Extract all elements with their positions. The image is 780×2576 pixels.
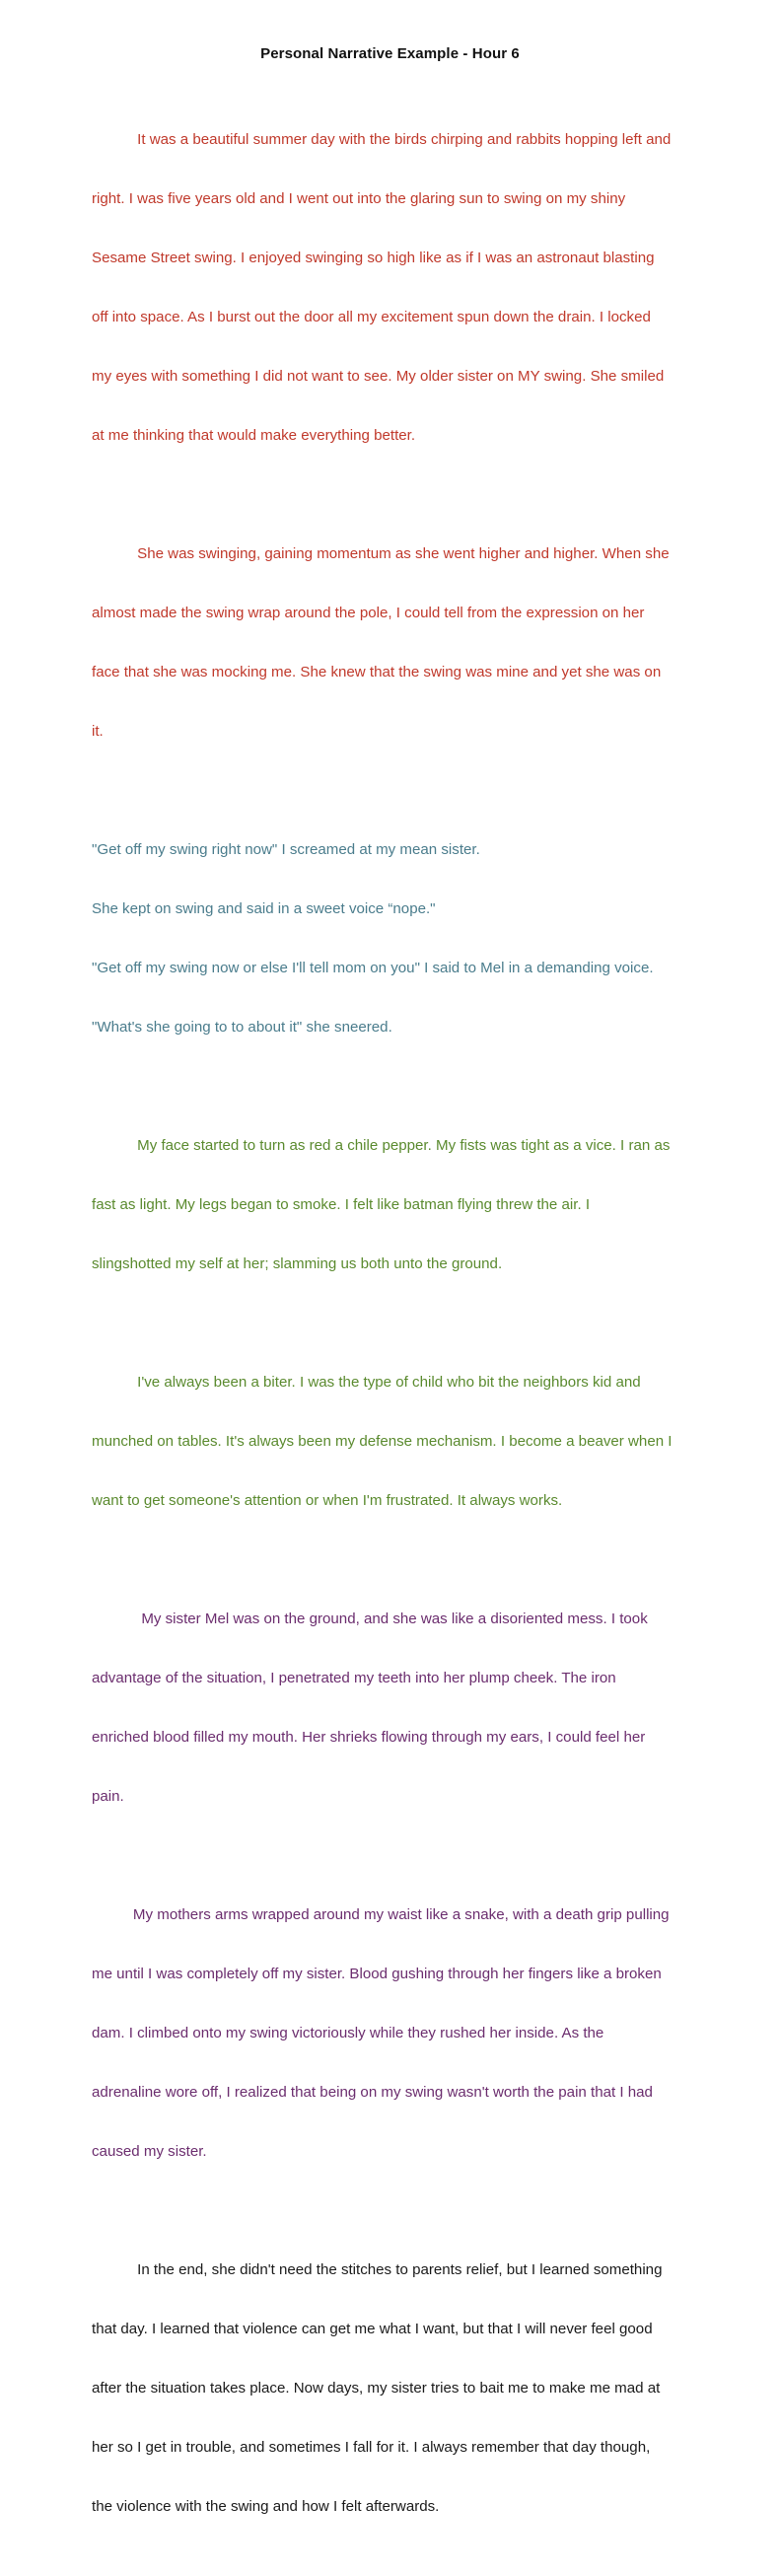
paragraph-line: that day. I learned that violence can get me what I want, but that I will never feel good <box>92 2321 653 2337</box>
paragraph-line: dam. I climbed onto my swing victoriously while they rushed her inside. As the <box>92 2025 604 2041</box>
paragraph-line: My mothers arms wrapped around my waist like a snake, with a death grip pulling <box>92 1906 670 1923</box>
paragraph-1 <box>92 91 695 485</box>
paragraph-line: She was swinging, gaining momentum as she went higher and higher. When she <box>92 545 670 562</box>
paragraph-line: my eyes with something I did not want to see. My older sister on MY swing. She smiled <box>92 368 665 385</box>
paragraph-line: caused my sister. <box>92 2143 207 2160</box>
paragraph-line: adrenaline wore off, I realized that being on my swing wasn't worth the pain that I had <box>92 2084 653 2101</box>
dialogue-line: "What's she going to to about it" she sneered. <box>92 1019 392 1036</box>
paragraph-4 <box>92 1097 695 1314</box>
paragraph-line: slingshotted my self at her; slamming us both unto the ground. <box>92 1255 503 1272</box>
paragraph-line: off into space. As I burst out the door all my excitement spun down the drain. I locked <box>92 309 651 325</box>
paragraph-7 <box>92 1866 695 2201</box>
paragraph-line: face that she was mocking me. She knew that the swing was mine and yet she was on <box>92 664 662 680</box>
paragraph-line: almost made the swing wrap around the pole, I could tell from the expression on her <box>92 605 645 621</box>
paragraph-line: want to get someone's attention or when I'm frustrated. It always works. <box>92 1492 563 1509</box>
paragraph-line: In the end, she didn't need the stitches to parents relief, but I learned something <box>92 2261 663 2278</box>
paragraph-line: enriched blood filled my mouth. Her shrieks flowing through my ears, I could feel her <box>92 1729 646 1746</box>
paragraph-line: Sesame Street swing. I enjoyed swinging so high like as if I was an astronaut blasting <box>92 250 655 266</box>
dialogue-line: "Get off my swing now or else I'll tell mom on you" I said to Mel in a demanding voice. <box>92 960 654 976</box>
paragraph-line: My sister Mel was on the ground, and she was like a disoriented mess. I took <box>92 1610 648 1627</box>
paragraph-line: after the situation takes place. Now days, my sister tries to bait me to make me mad at <box>92 2380 661 2397</box>
dialogue-line: "Get off my swing right now" I screamed at my mean sister. <box>92 841 480 858</box>
paragraph-line: I've always been a biter. I was the type of child who bit the neighbors kid and <box>92 1374 641 1391</box>
paragraph-line: it. <box>92 723 104 740</box>
paragraph-3-dialogue <box>92 801 695 1077</box>
paragraph-line: pain. <box>92 1788 124 1805</box>
paragraph-line: her so I get in trouble, and sometimes I fall for it. I always remember that day though, <box>92 2439 651 2456</box>
paragraph-line: munched on tables. It's always been my defense mechanism. I become a beaver when I <box>92 1433 673 1450</box>
paragraph-8 <box>92 2221 695 2556</box>
paragraph-2 <box>92 505 695 781</box>
paragraph-line: the violence with the swing and how I felt afterwards. <box>92 2498 440 2515</box>
paragraph-line: advantage of the situation, I penetrated my teeth into her plump cheek. The iron <box>92 1670 616 1686</box>
document-title: Personal Narrative Example - Hour 6 <box>260 45 520 62</box>
paragraph-5 <box>92 1333 695 1550</box>
dialogue-line: She kept on swing and said in a sweet voice “nope." <box>92 900 436 917</box>
paragraph-line: My face started to turn as red a chile pepper. My fists was tight as a vice. I ran as <box>92 1137 671 1154</box>
document-body <box>92 91 695 2576</box>
paragraph-line: It was a beautiful summer day with the birds chirping and rabbits hopping left and <box>92 131 672 148</box>
paragraph-line: me until I was completely off my sister. Blood gushing through her fingers like a broken <box>92 1966 662 1982</box>
paragraph-6 <box>92 1570 695 1846</box>
paragraph-line: at me thinking that would make everything better. <box>92 427 416 444</box>
paragraph-line: fast as light. My legs began to smoke. I felt like batman flying threw the air. I <box>92 1196 591 1213</box>
paragraph-line: right. I was five years old and I went out into the glaring sun to swing on my shiny <box>92 190 626 207</box>
